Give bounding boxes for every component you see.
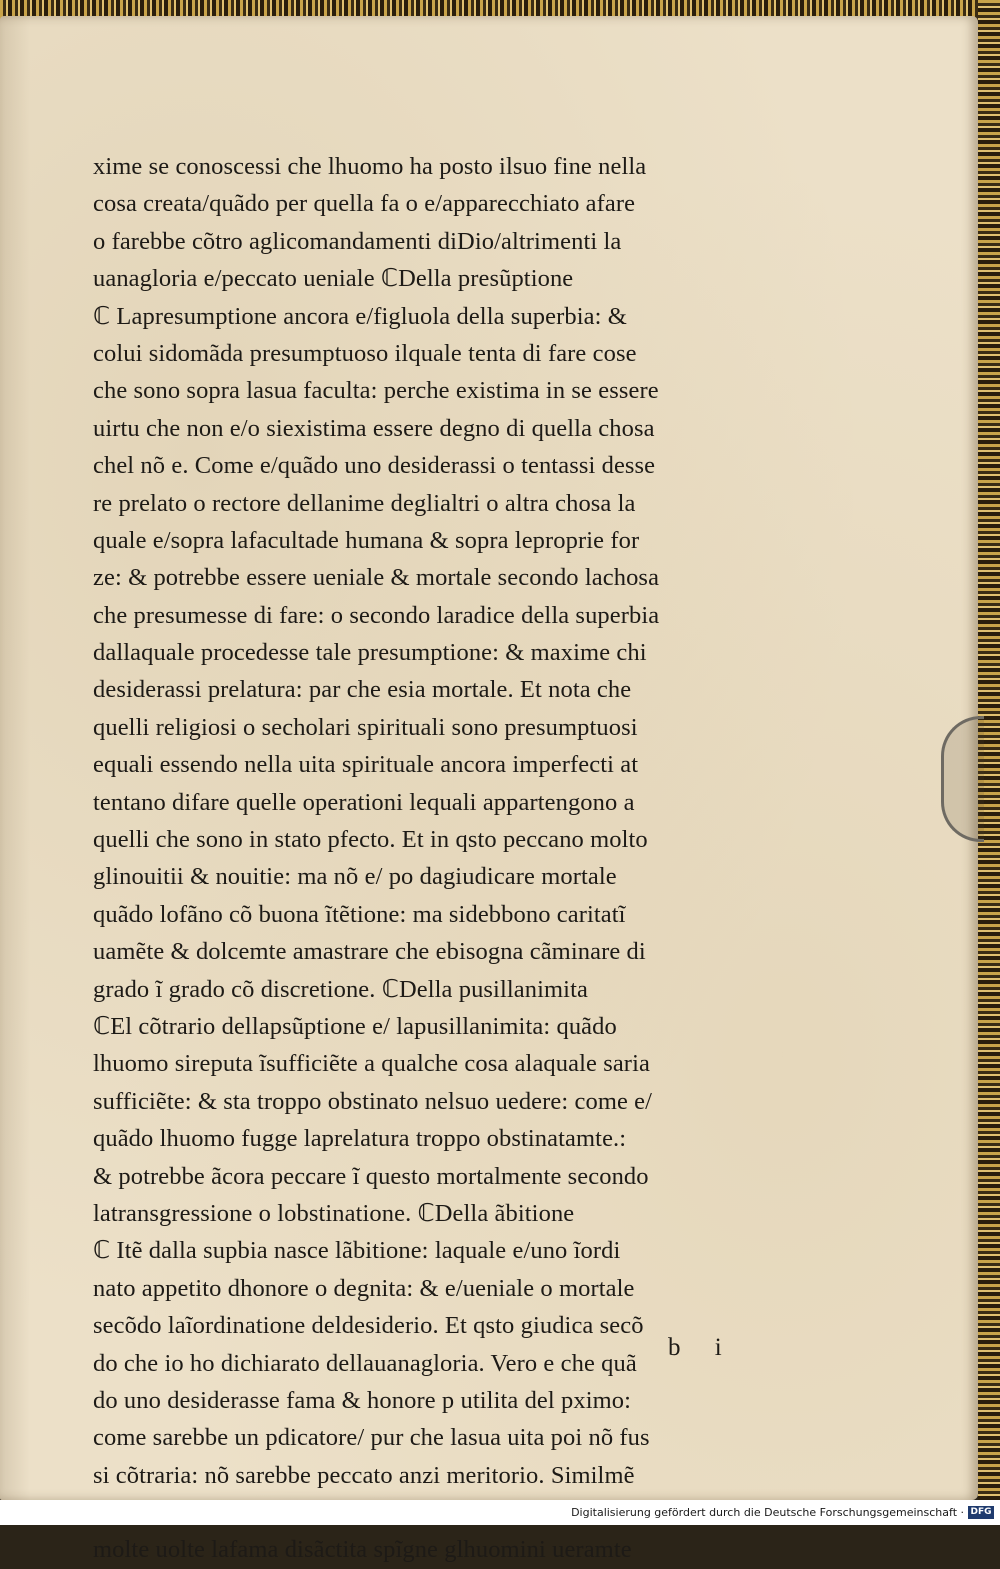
- text-line: ℂ Lapresumptione ancora e/figluola della superbia: &: [93, 302, 627, 330]
- text-line: cosa creata/quãdo per quella fa o e/apparecchiato afare: [93, 190, 636, 218]
- text-line: do che io ho dichiarato dellauanagloria. Vero e che quã: [93, 1349, 637, 1377]
- text-line: che sono sopra lasua faculta: perche existima in se essere: [93, 377, 659, 405]
- text-line: tentano difare quelle operationi lequali appartengono a: [93, 788, 635, 816]
- text-line: sufficiẽte: & sta troppo obstinato nelsuo uedere: come e/: [93, 1087, 653, 1115]
- text-line: desiderassi prelatura: par che esia mortale. Et nota che: [93, 676, 632, 704]
- funding-credit: Digitalisierung gefördert durch die Deutsche Forschungsgemeinschaft ·: [571, 1506, 964, 1519]
- book-clasp: [941, 716, 984, 842]
- text-line: latransgressione o lobstinatione. ℂDella ãbitione: [93, 1199, 575, 1227]
- text-line: uanagloria e/peccato ueniale ℂDella presũptione: [93, 265, 574, 293]
- text-line: ℂEl cõtrario dellapsũptione e/ lapusillanimita: quãdo: [93, 1012, 617, 1040]
- text-line: quelli che sono in stato pfecto. Et in qsto peccano molto: [93, 826, 648, 854]
- text-line: dallaquale procedesse tale presumptione: & maxime chi: [93, 639, 647, 667]
- text-line: quelli religiosi o secholari spirituali sono presumptuosi: [93, 713, 638, 741]
- text-line: chel nõ e. Come e/quãdo uno desiderassi o tentassi desse: [93, 452, 656, 480]
- text-line: uamẽte & dolcemte amastrare che ebisogna cãminare di: [93, 938, 646, 966]
- text-line: uirtu che non e/o siexistima essere degno di quella chosa: [93, 414, 655, 442]
- text-line: ℂ Itẽ dalla supbia nasce lãbitione: laquale e/uno ĩordi: [93, 1237, 621, 1265]
- dfg-logo-icon: DFG: [968, 1506, 994, 1519]
- text-line: molte uolte lafama disãctita spĩgne glhuomini ueramte: [93, 1536, 632, 1564]
- text-line: lhuomo sireputa ĩsufficiẽte a qualche cosa alaquale saria: [93, 1050, 650, 1078]
- text-line: grado ĩ grado cõ discretione. ℂDella pusillanimita: [93, 975, 588, 1003]
- text-line: quãdo lhuomo fugge laprelatura troppo obstinatamte.:: [93, 1125, 627, 1153]
- text-line: si cõtraria: nõ sarebbe peccato anzi meritorio. Similmẽ: [93, 1461, 635, 1489]
- text-line: xime se conoscessi che lhuomo ha posto ilsuo fine nella: [93, 153, 647, 180]
- text-line: do uno desiderasse fama & honore p utilita del pximo:: [93, 1386, 632, 1414]
- text-line: nato appetito dhonore o degnita: & e/ueniale o mortale: [93, 1274, 635, 1302]
- text-line: quãdo lofãno cõ buona ĩtẽtione: ma sidebbono caritatĩ: [93, 900, 626, 928]
- text-line: o farebbe cõtro aglicomandamenti diDio/altrimenti la: [93, 227, 622, 255]
- digitization-footer: [0, 1500, 1000, 1525]
- text-line: re prelato o rectore dellanime deglialtri o altra chosa la: [93, 489, 636, 517]
- text-line: che presumesse di fare: o secondo laradice della superbia: [93, 601, 660, 629]
- text-line: secõdo laĩordinatione deldesiderio. Et qsto giudica secõ: [93, 1312, 644, 1340]
- text-line: quale e/sopra lafacultade humana & sopra leproprie for: [93, 526, 640, 554]
- text-line: & potrebbe ãcora peccare ĩ questo mortalmente secondo: [93, 1162, 649, 1190]
- signature-mark: b i: [668, 1334, 736, 1361]
- text-line: ze: & potrebbe essere ueniale & mortale secondo lachosa: [93, 564, 660, 592]
- text-line: colui sidomãda presumptuoso ilquale tenta di fare cose: [93, 339, 637, 367]
- text-line: glinouitii & nouitie: ma nõ e/ po dagiudicare mortale: [93, 863, 617, 891]
- text-line: equali essendo nella uita spirituale ancora imperfecti at: [93, 751, 639, 779]
- text-line: come sarebbe un pdicatore/ pur che lasua uita poi nõ fus: [93, 1424, 650, 1452]
